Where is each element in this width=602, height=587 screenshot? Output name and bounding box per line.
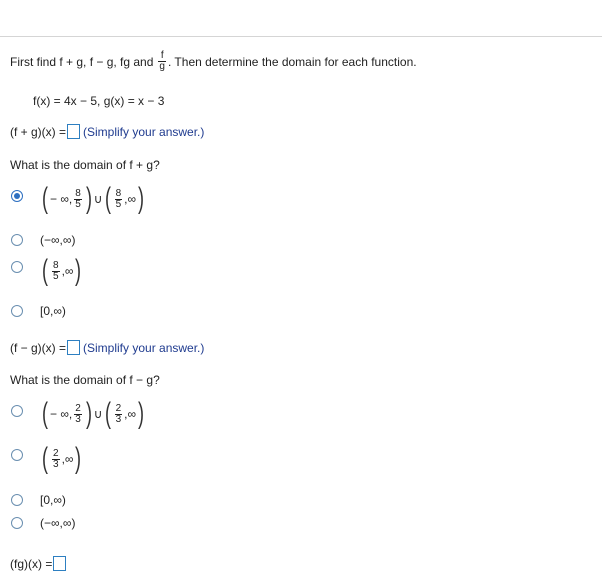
fraction: $\frac{8}{5}$ — [75, 187, 81, 210]
f-minus-g-label: (f − g)(x) = — [10, 340, 67, 355]
q2-option-4-radio[interactable] — [11, 517, 23, 529]
union-symbol: ∪ — [93, 407, 103, 421]
fraction: $\frac{8}{5}$ — [53, 259, 59, 282]
q2-option-1[interactable]: ( − ∞, $\frac{2}{3}$ ) ∪ ( $\frac{2}{3}$ ,∞ ) — [42, 397, 145, 430]
neg-infinity: − ∞, — [50, 192, 73, 206]
fraction: $\frac{2}{3}$ — [53, 447, 59, 470]
simplify-hint: (Simplify your answer.) — [83, 124, 205, 139]
f-plus-g-label: (f + g)(x) = — [10, 124, 67, 139]
union-symbol: ∪ — [93, 192, 103, 206]
fg-label: (fg)(x) = — [10, 556, 53, 571]
infinity: ,∞ — [61, 264, 74, 278]
q2-option-2[interactable]: ( $\frac{2}{3}$ ,∞ ) — [42, 442, 82, 475]
infinity: ,∞ — [124, 407, 137, 421]
q1-option-1[interactable]: ( − ∞, $\frac{8}{5}$ ) ∪ ( $\frac{8}{5}$ ,∞ ) — [42, 182, 145, 215]
q2-option-3[interactable]: [0,∞) — [40, 493, 66, 507]
q1-option-3[interactable]: ( $\frac{8}{5}$ ,∞ ) — [42, 254, 82, 287]
q1-option-2[interactable]: (−∞,∞) — [40, 233, 76, 247]
neg-infinity: − ∞, — [50, 407, 73, 421]
function-definitions: f(x) = 4x − 5, g(x) = x − 3 — [33, 94, 165, 108]
q1-option-3-radio[interactable] — [11, 261, 23, 273]
q2-option-3-radio[interactable] — [11, 494, 23, 506]
instructions-text-end: . Then determine the domain for each function. — [167, 54, 417, 69]
top-divider — [0, 36, 602, 37]
q1-option-4-radio[interactable] — [11, 305, 23, 317]
domain-question-f-plus-g: What is the domain of f + g? — [10, 158, 160, 172]
infinity: ,∞ — [61, 452, 74, 466]
q1-option-4[interactable]: [0,∞) — [40, 304, 66, 318]
f-minus-g-answer-row — [10, 340, 204, 355]
q1-option-1-radio[interactable] — [11, 190, 23, 202]
f-plus-g-answer-row — [10, 124, 204, 139]
q2-option-1-radio[interactable] — [11, 405, 23, 417]
fraction: $\frac{2}{3}$ — [75, 402, 81, 425]
domain-question-f-minus-g: What is the domain of f − g? — [10, 373, 160, 387]
q2-option-4[interactable]: (−∞,∞) — [40, 516, 76, 530]
instructions-text: First find f + g, f − g, fg and — [10, 54, 154, 69]
simplify-hint: (Simplify your answer.) — [83, 340, 205, 355]
q1-option-2-radio[interactable] — [11, 234, 23, 246]
fg-answer-input[interactable] — [53, 556, 66, 571]
fg-answer-row — [10, 556, 69, 571]
instructions — [10, 51, 417, 72]
infinity: ,∞ — [124, 192, 137, 206]
f-plus-g-answer-input[interactable] — [67, 124, 80, 139]
q2-option-2-radio[interactable] — [11, 449, 23, 461]
fraction: $\frac{8}{5}$ — [115, 187, 122, 210]
f-over-g-fraction: $\frac{f}{g}$ — [159, 50, 165, 72]
f-minus-g-answer-input[interactable] — [67, 340, 80, 355]
fraction: $\frac{2}{3}$ — [115, 402, 122, 425]
